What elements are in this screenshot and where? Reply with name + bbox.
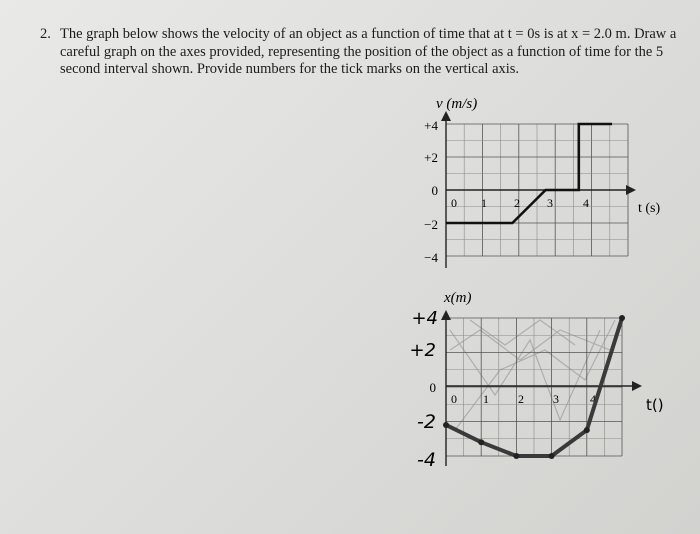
position-point (584, 427, 590, 433)
pencil-sketch-line (450, 330, 610, 360)
position-y-label: x(m) (444, 290, 472, 306)
position-x-tick: 4 (590, 392, 596, 406)
velocity-y-tick: 0 (431, 183, 438, 198)
position-y-tick-handwritten: -4 (417, 449, 436, 471)
position-x-tick: 1 (483, 392, 489, 406)
velocity-x-tick: 3 (547, 196, 553, 210)
position-x-tick: 0 (451, 392, 457, 406)
position-y-tick-handwritten: -2 (417, 411, 436, 433)
position-point (549, 453, 555, 459)
velocity-y-tick: +2 (424, 150, 438, 165)
position-y-tick-handwritten: +2 (409, 340, 436, 361)
position-y-tick-handwritten: 0 (429, 380, 436, 395)
position-point (443, 422, 449, 428)
velocity-x-tick: 1 (481, 196, 487, 210)
velocity-x-tick: 4 (583, 196, 589, 210)
velocity-y-arrow-icon (441, 111, 451, 121)
position-x-label: t() (646, 396, 664, 414)
problem-number: 2. (40, 26, 51, 42)
velocity-x-label: t (s) (638, 201, 661, 216)
velocity-graph (424, 96, 660, 268)
velocity-x-arrow-icon (626, 185, 636, 195)
position-point (513, 453, 519, 459)
pencil-sketch-line (470, 320, 575, 345)
velocity-x-tick: 0 (451, 196, 457, 210)
velocity-y-label: v (m/s) (436, 96, 478, 112)
problem-text: The graph below shows the velocity of an object as a function of time that at t = 0s is at x = 2.0 m. Draw a careful graph on the axes provided, representing the position of the object as a function of time for the 5 second interval shown. Provide numbers for the tick marks on the vertical axis. (60, 26, 677, 77)
velocity-x-tick: 2 (514, 196, 520, 210)
position-graph (409, 290, 663, 471)
position-point (619, 315, 625, 321)
position-point (478, 439, 484, 445)
velocity-y-tick: +4 (424, 118, 438, 133)
velocity-y-tick: −4 (424, 250, 438, 265)
position-x-tick: 3 (553, 392, 559, 406)
position-y-tick-handwritten: +4 (411, 308, 438, 329)
position-x-tick: 2 (518, 392, 524, 406)
position-x-arrow-icon (632, 381, 642, 391)
velocity-y-tick: −2 (424, 217, 438, 232)
position-y-arrow-icon (441, 310, 451, 320)
